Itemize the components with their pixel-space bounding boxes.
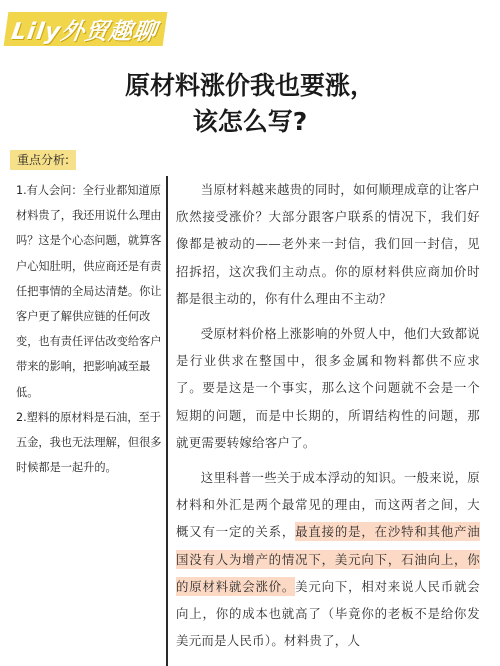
page-title <box>0 68 500 140</box>
title-line-1: 原材料涨价我也要涨， <box>124 71 375 100</box>
paragraph-3-tail: 美元向下，相对来说人民币就会向上，你的成本也就高了（毕竟你的老板不是给你发美元而是人民币）。材料贵了，人 <box>176 578 480 649</box>
brand-logo <box>4 12 168 46</box>
highlighted-text: 最直接的是，在沙特和其他产油国没有人为增产的情况下，美元向下，石油向上，你的原材料就会涨价。 <box>176 524 480 594</box>
analysis-column <box>16 178 162 480</box>
article-body <box>176 176 480 662</box>
article-paragraph-1: 当原材料越来越贵的同时，如何顺理成章的让客户欣然接受涨价？大部分跟客户联系的情况下，我们好像都是被动的——老外来一封信，我们回一封信，见招拆招，这次我们主动点。你的原材料供应商加价时都是很主动的，你有什么理由不主动？ <box>176 182 480 306</box>
analysis-point-2: 2.塑料的原材料是石油，至于五金，我也无法理解，但很多时候都是一起升的。 <box>16 410 162 475</box>
article-paragraph-3 <box>176 464 480 654</box>
article-paragraph-2: 受原材料价格上涨影响的外贸人中，他们大致都说是行业供求在整国中，很多金属和物料都供不应求了。要是这是一个事实，那么这个问题就不会是一个短期的问题，而是中长期的，所谓结构性的问题，那就更需要转嫁给客户了。 <box>176 326 480 450</box>
analysis-point-1: 1.有人会问：全行业都知道原材料贵了，我还用说什么理由吗？这是个心态问题，就算客户心知肚明，供应商还是有责任把事情的全局达清楚。你让客户更了解供应链的任何改变，也有责任评估改变给客户带来的影响，把影响减至最低。 <box>16 184 162 399</box>
paragraph-3-lead: 这里科普一些关于成本浮动的知识。一般来说，原材料和外汇是两个最常见的理由，而这两者之间，大概又有一定的关系， <box>176 470 480 540</box>
section-label-badge: 重点分析: <box>10 150 76 170</box>
column-divider <box>166 176 168 666</box>
title-line-2: 该怎么写? <box>192 107 308 136</box>
brand-text: Lily外贸趣聊 <box>9 18 159 45</box>
